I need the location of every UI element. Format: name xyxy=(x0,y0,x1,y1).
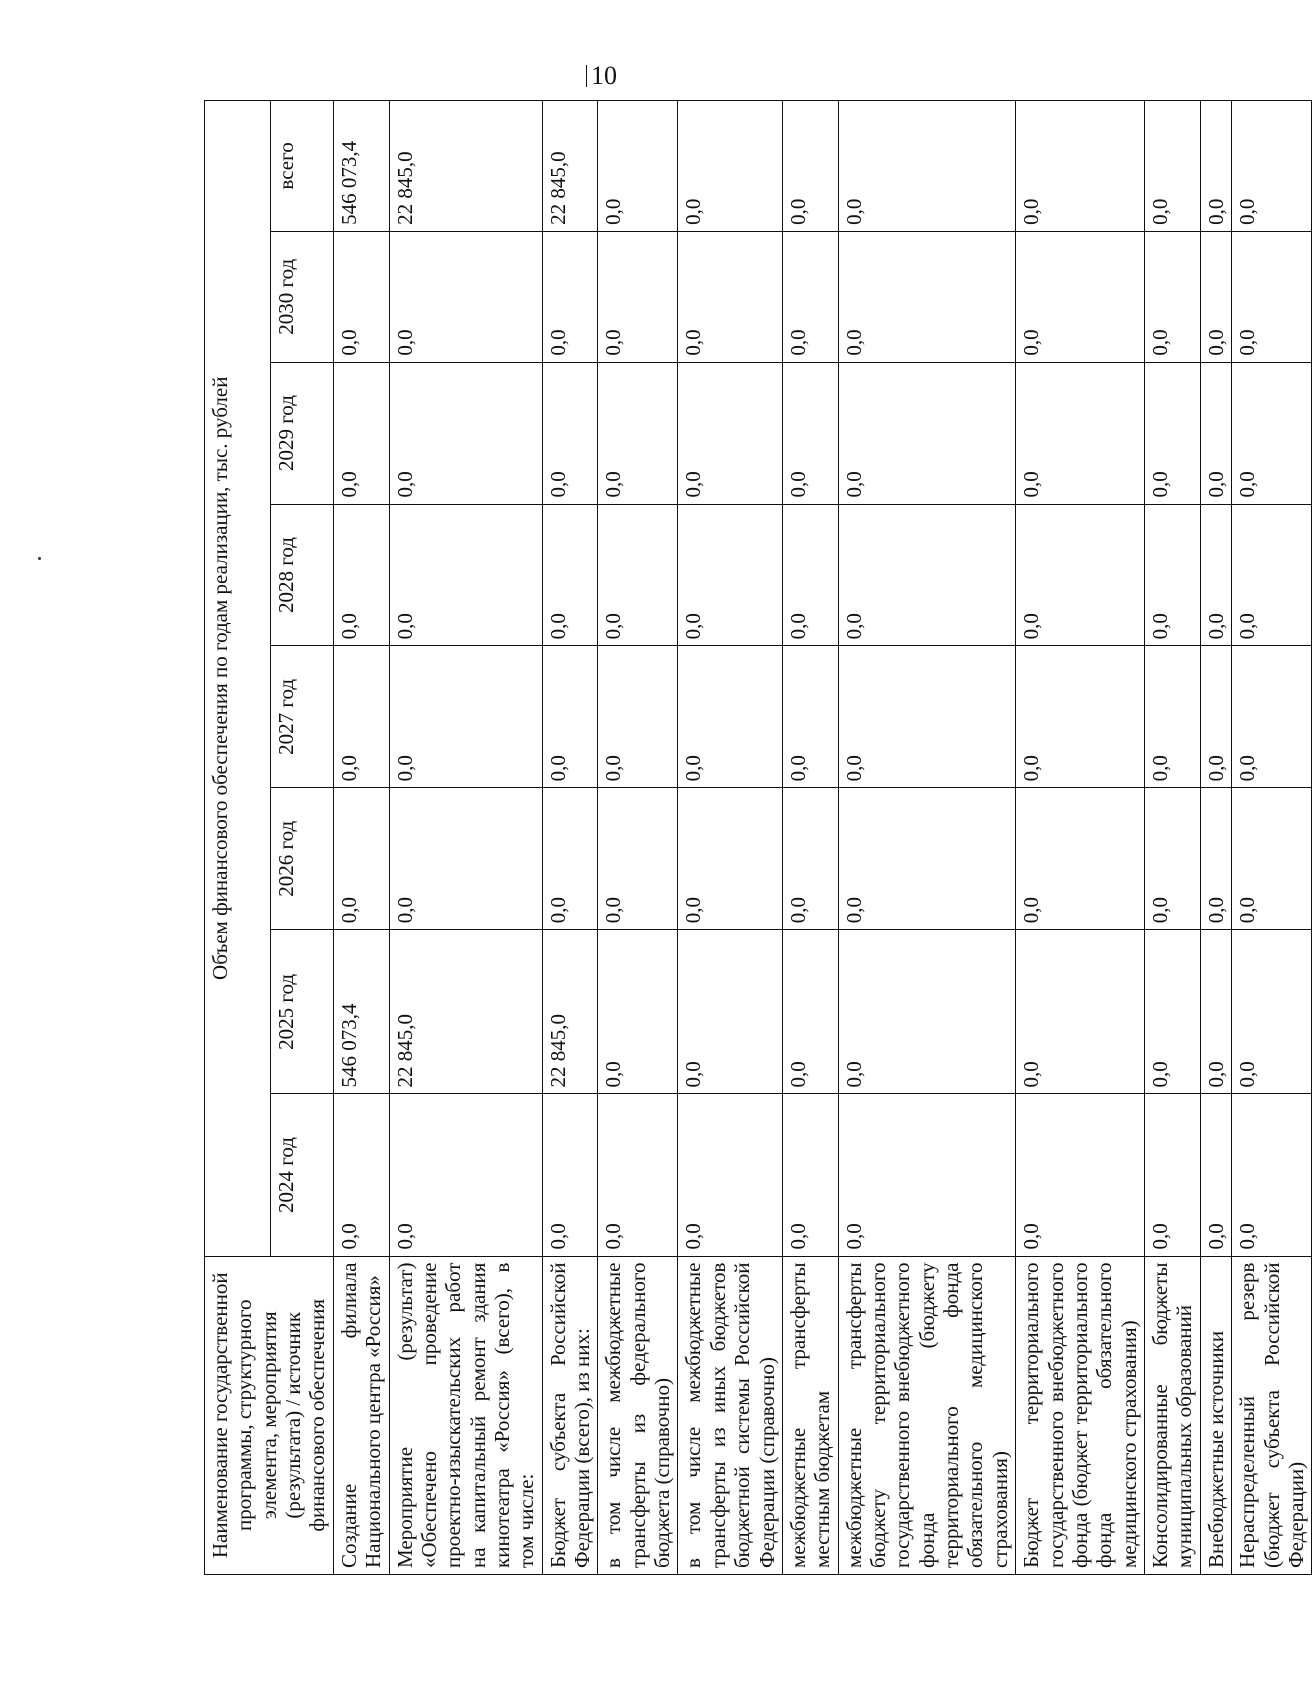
row-value-cell: 0,0 xyxy=(1016,362,1145,504)
row-value-cell: 0,0 xyxy=(598,101,678,232)
row-value-cell: 0,0 xyxy=(678,788,782,930)
row-value-cell: 0,0 xyxy=(598,504,678,646)
row-value-cell: 0,0 xyxy=(389,1094,542,1256)
table-row xyxy=(838,101,1016,1575)
table-row xyxy=(598,101,678,1575)
row-source-name: межбюджетные трансферты бюджету территориального государственного внебюджетного фонда (бюджету территориального фонда обязательного медицинского страхования) xyxy=(838,1256,1016,1574)
row-value-cell: 0,0 xyxy=(333,231,389,362)
row-value-cell: 0,0 xyxy=(1200,101,1231,232)
row-value-cell: 0,0 xyxy=(782,1094,838,1256)
row-value-cell: 0,0 xyxy=(542,504,598,646)
header-total: всего xyxy=(271,101,334,232)
row-value-cell: 0,0 xyxy=(1200,646,1231,788)
header-year-2027: 2027 год xyxy=(271,646,334,788)
row-value-cell: 0,0 xyxy=(333,504,389,646)
row-value-cell: 0,0 xyxy=(1016,101,1145,232)
row-value-cell: 0,0 xyxy=(333,362,389,504)
row-value-cell: 0,0 xyxy=(389,362,542,504)
row-value-cell: 0,0 xyxy=(1232,362,1312,504)
table-row xyxy=(389,101,542,1575)
row-value-cell: 0,0 xyxy=(1200,788,1231,930)
row-source-name: Создание филиала Национального центра «Россия» xyxy=(333,1256,389,1574)
table-body xyxy=(333,101,1312,1575)
row-value-cell: 0,0 xyxy=(678,231,782,362)
table-row xyxy=(678,101,782,1575)
row-value-cell: 0,0 xyxy=(598,231,678,362)
row-value-cell: 0,0 xyxy=(782,646,838,788)
header-year-2024: 2024 год xyxy=(271,1094,334,1256)
row-value-cell: 0,0 xyxy=(838,504,1016,646)
row-value-cell: 0,0 xyxy=(678,504,782,646)
row-value-cell: 0,0 xyxy=(598,362,678,504)
row-value-cell: 0,0 xyxy=(678,930,782,1094)
row-value-cell: 0,0 xyxy=(782,504,838,646)
rotated-table-frame xyxy=(204,100,1309,1575)
row-value-cell: 22 845,0 xyxy=(542,101,598,232)
row-value-cell: 0,0 xyxy=(838,788,1016,930)
row-value-cell: 546 073,4 xyxy=(333,930,389,1094)
row-value-cell: 0,0 xyxy=(1144,788,1200,930)
row-value-cell: 0,0 xyxy=(1232,930,1312,1094)
scan-speck xyxy=(38,557,41,560)
row-value-cell: 0,0 xyxy=(542,362,598,504)
row-value-cell: 0,0 xyxy=(333,646,389,788)
row-value-cell: 0,0 xyxy=(838,646,1016,788)
row-source-name: Внебюджетные источники xyxy=(1200,1256,1231,1574)
row-value-cell: 0,0 xyxy=(1144,101,1200,232)
row-source-name: Консолидированные бюджеты муниципальных образований xyxy=(1144,1256,1200,1574)
row-source-name: в том числе межбюджетные трансферты из федерального бюджета (справочно) xyxy=(598,1256,678,1574)
row-value-cell: 0,0 xyxy=(782,231,838,362)
row-value-cell: 0,0 xyxy=(542,231,598,362)
header-year-2029: 2029 год xyxy=(271,362,334,504)
row-source-name: Бюджет субъекта Российской Федерации (всего), из них: xyxy=(542,1256,598,1574)
row-value-cell: 0,0 xyxy=(838,1094,1016,1256)
row-value-cell: 0,0 xyxy=(782,101,838,232)
row-value-cell: 0,0 xyxy=(782,930,838,1094)
row-value-cell: 0,0 xyxy=(1232,1094,1312,1256)
row-value-cell: 0,0 xyxy=(389,504,542,646)
rotated-table-wrapper xyxy=(204,100,1309,1575)
row-value-cell: 0,0 xyxy=(838,362,1016,504)
row-value-cell: 0,0 xyxy=(1144,930,1200,1094)
row-source-name: в том числе межбюджетные трансферты из иных бюджетов бюджетной системы Российской Федерации (справочно) xyxy=(678,1256,782,1574)
row-source-name: Бюджет территориального государственного внебюджетного фонда (бюджет территориального фонда обязательного медицинского страхования) xyxy=(1016,1256,1145,1574)
row-source-name: межбюджетные трансферты местным бюджетам xyxy=(782,1256,838,1574)
row-value-cell: 0,0 xyxy=(1016,504,1145,646)
row-value-cell: 0,0 xyxy=(1016,231,1145,362)
row-value-cell: 0,0 xyxy=(678,646,782,788)
row-value-cell: 0,0 xyxy=(838,930,1016,1094)
row-value-cell: 0,0 xyxy=(1200,504,1231,646)
row-value-cell: 0,0 xyxy=(542,788,598,930)
row-value-cell: 0,0 xyxy=(1200,362,1231,504)
table-row xyxy=(1144,101,1200,1575)
row-value-cell: 0,0 xyxy=(678,362,782,504)
row-value-cell: 0,0 xyxy=(1200,231,1231,362)
row-value-cell: 0,0 xyxy=(1144,646,1200,788)
row-value-cell: 0,0 xyxy=(782,788,838,930)
row-value-cell: 0,0 xyxy=(1232,788,1312,930)
page-number: 10 xyxy=(591,61,617,90)
table-row xyxy=(1200,101,1231,1575)
row-value-cell: 0,0 xyxy=(1016,930,1145,1094)
row-source-name: Мероприятие (результат) «Обеспечено проведение проектно-изыскательских работ на капитальный ремонт здания кинотеатра «Россия» (всего), в том числе: xyxy=(389,1256,542,1574)
table-row xyxy=(1232,101,1312,1575)
table-row xyxy=(782,101,838,1575)
row-value-cell: 0,0 xyxy=(1200,1094,1231,1256)
header-year-2026: 2026 год xyxy=(271,788,334,930)
row-value-cell: 0,0 xyxy=(678,1094,782,1256)
row-value-cell: 0,0 xyxy=(598,930,678,1094)
table-row xyxy=(1016,101,1145,1575)
row-value-cell: 0,0 xyxy=(333,788,389,930)
row-value-cell: 0,0 xyxy=(1232,504,1312,646)
row-value-cell: 0,0 xyxy=(1016,646,1145,788)
row-value-cell: 0,0 xyxy=(1144,231,1200,362)
header-name-column: Наименование государственной программы, структурного элемента, мероприятия (результата) / источник финансового обеспечения xyxy=(205,1256,334,1574)
row-value-cell: 0,0 xyxy=(1232,646,1312,788)
row-value-cell: 0,0 xyxy=(333,1094,389,1256)
row-value-cell: 0,0 xyxy=(1144,504,1200,646)
row-value-cell: 546 073,4 xyxy=(333,101,389,232)
row-value-cell: 0,0 xyxy=(598,646,678,788)
row-value-cell: 0,0 xyxy=(1232,101,1312,232)
row-value-cell: 0,0 xyxy=(782,362,838,504)
row-value-cell: 0,0 xyxy=(1016,788,1145,930)
row-value-cell: 0,0 xyxy=(838,101,1016,232)
header-financing-group: Объем финансового обеспечения по годам реализации, тыс. рублей xyxy=(205,101,271,1257)
row-value-cell: 22 845,0 xyxy=(542,930,598,1094)
table-row xyxy=(542,101,598,1575)
row-value-cell: 0,0 xyxy=(542,646,598,788)
row-value-cell: 0,0 xyxy=(542,1094,598,1256)
row-value-cell: 0,0 xyxy=(389,788,542,930)
table-row xyxy=(333,101,389,1575)
header-year-2028: 2028 год xyxy=(271,504,334,646)
header-year-2025: 2025 год xyxy=(271,930,334,1094)
row-value-cell: 22 845,0 xyxy=(389,101,542,232)
row-value-cell: 0,0 xyxy=(678,101,782,232)
row-value-cell: 0,0 xyxy=(838,231,1016,362)
header-year-2030: 2030 год xyxy=(271,231,334,362)
row-value-cell: 0,0 xyxy=(1232,231,1312,362)
row-value-cell: 0,0 xyxy=(389,646,542,788)
row-value-cell: 0,0 xyxy=(1144,1094,1200,1256)
row-value-cell: 22 845,0 xyxy=(389,930,542,1094)
row-value-cell: 0,0 xyxy=(1144,362,1200,504)
row-source-name: Нераспределенный резерв (бюджет субъекта Российской Федерации) xyxy=(1232,1256,1312,1574)
financing-table xyxy=(204,100,1312,1575)
row-value-cell: 0,0 xyxy=(389,231,542,362)
row-value-cell: 0,0 xyxy=(598,1094,678,1256)
row-value-cell: 0,0 xyxy=(1200,930,1231,1094)
row-value-cell: 0,0 xyxy=(598,788,678,930)
row-value-cell: 0,0 xyxy=(1016,1094,1145,1256)
